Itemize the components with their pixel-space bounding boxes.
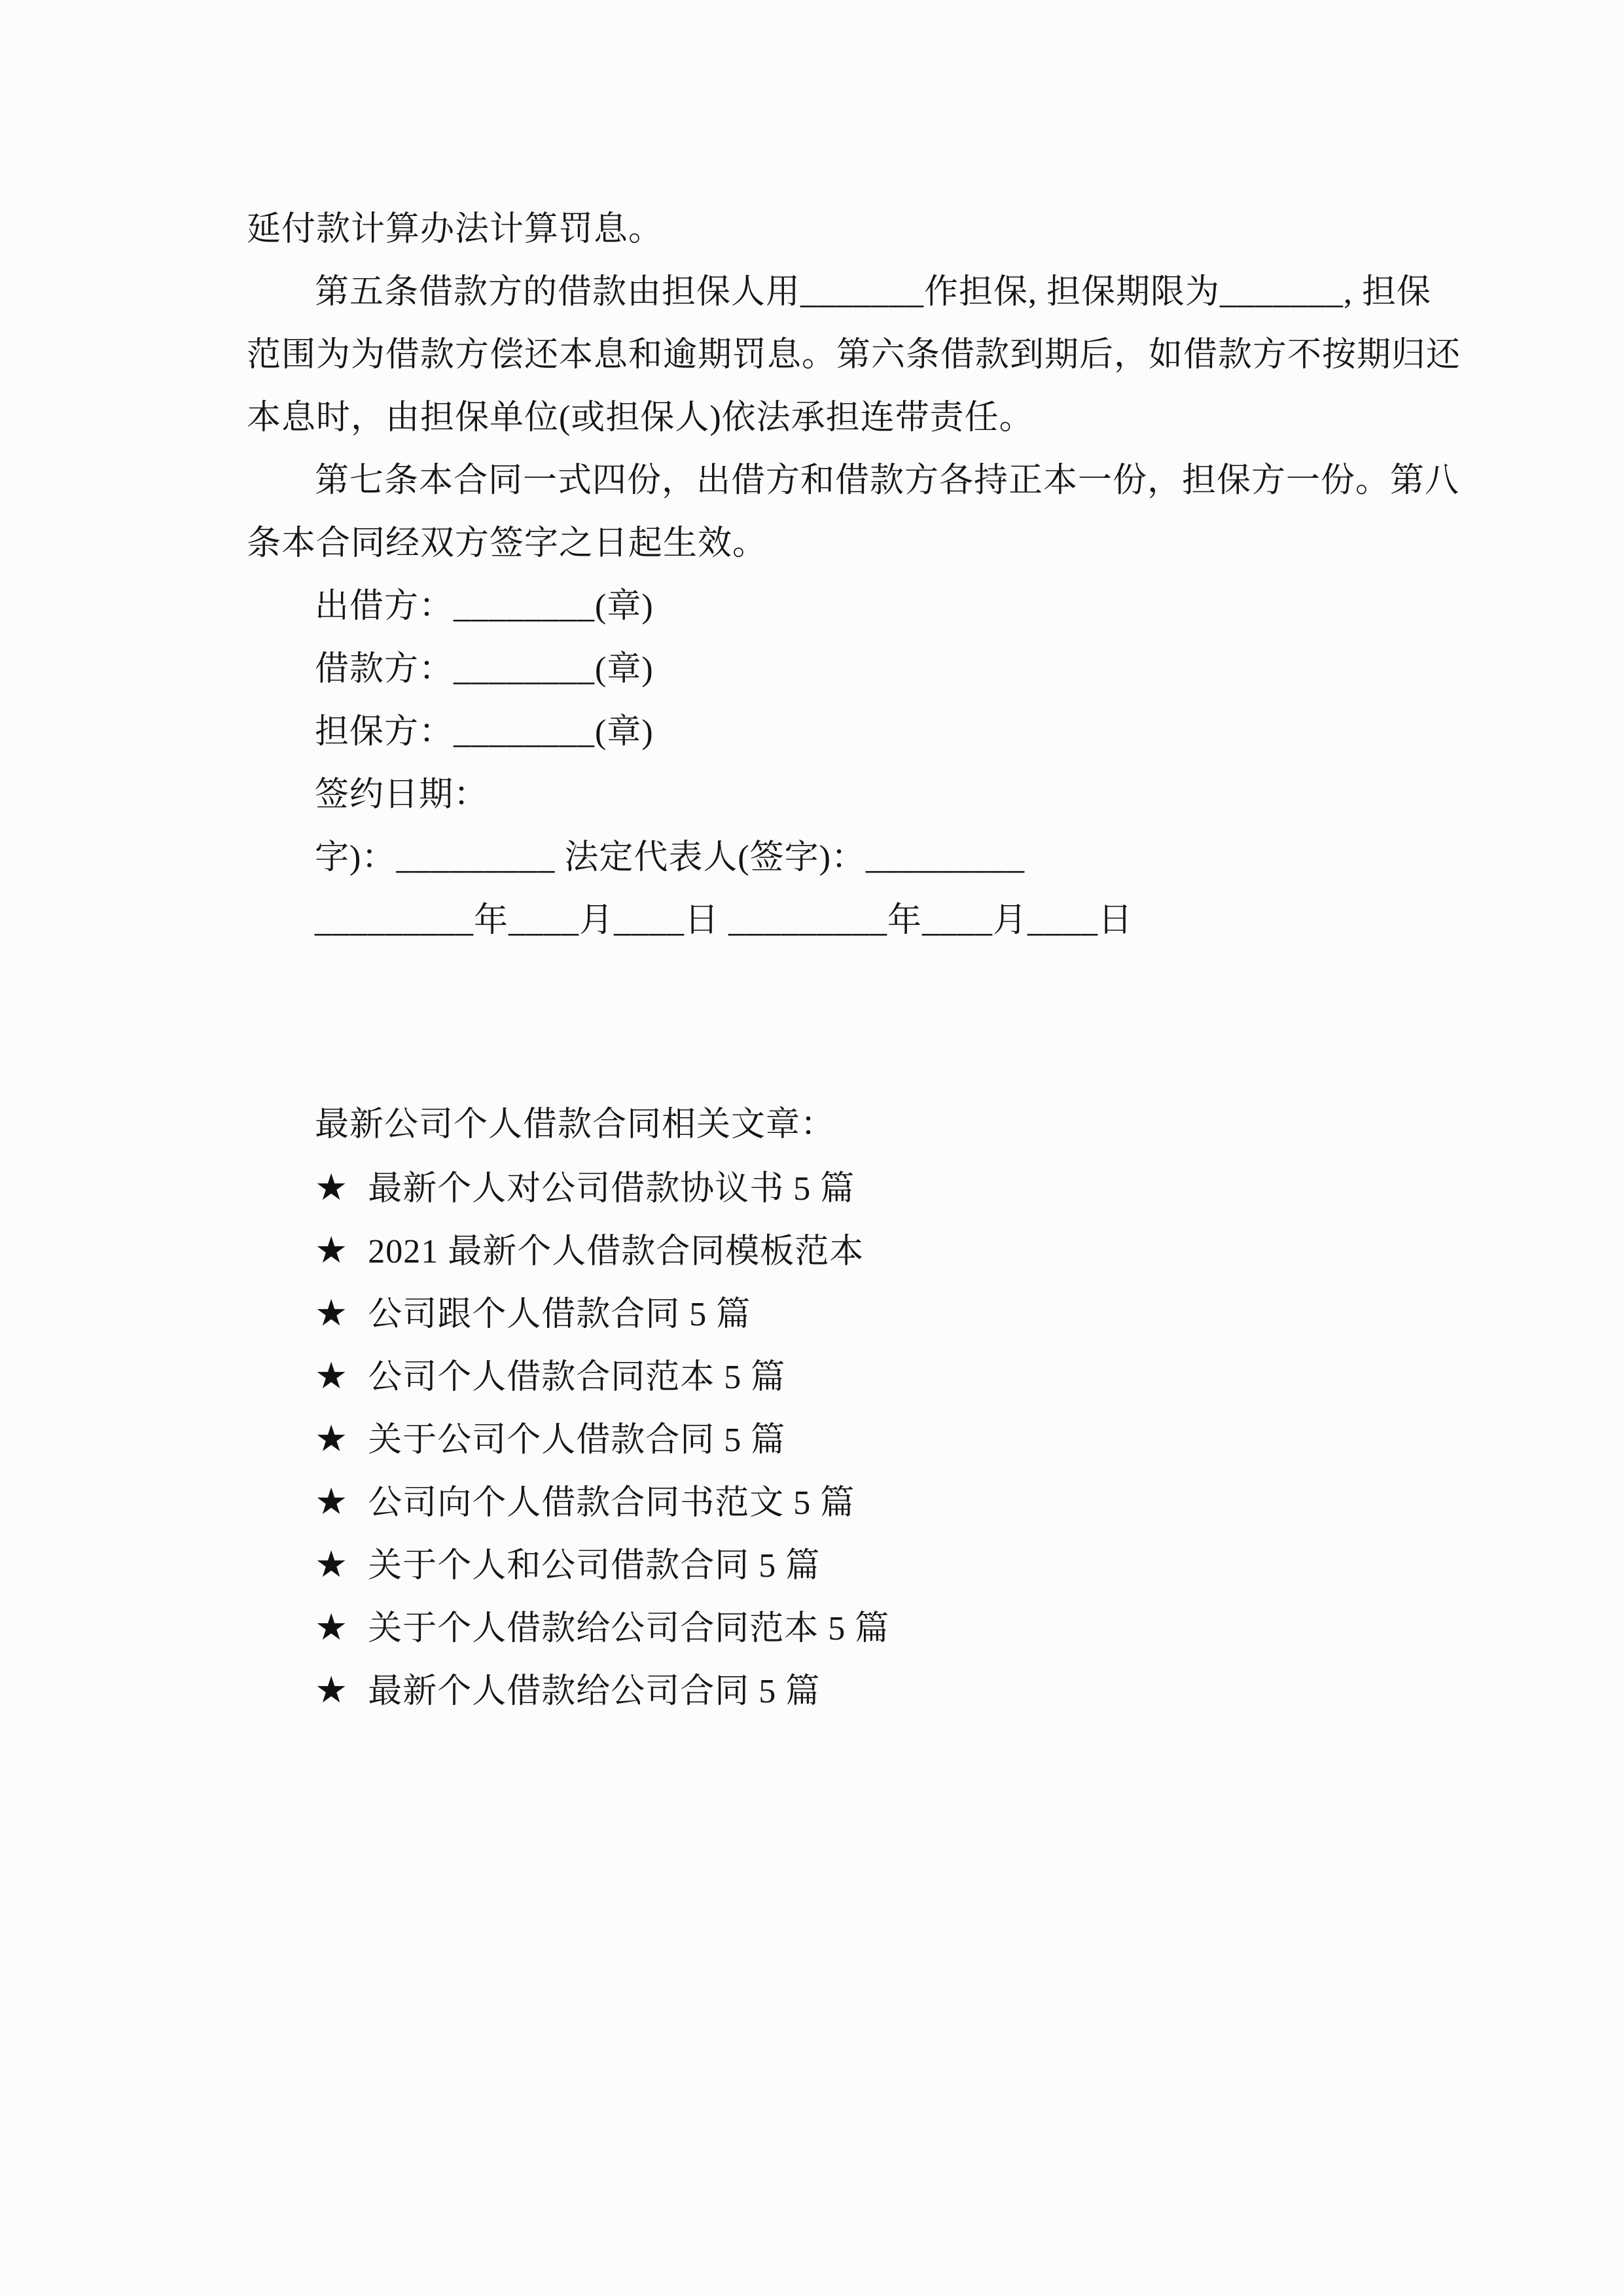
contract-line: 范围为为借款方偿还本息和逾期罚息。第六条借款到期后，如借款方不按期归还	[247, 336, 1461, 374]
guarantor-signature-line: 担保方：________(章)	[315, 713, 654, 751]
star-icon: ★	[315, 1356, 349, 1397]
contract-line-article-7: 第七条本合同一式四份，出借方和借款方各持正本一份，担保方一份。第八	[315, 462, 1460, 499]
related-article-item	[247, 1659, 1379, 1722]
signing-date-label: 签约日期：	[315, 776, 489, 814]
section-gap	[247, 952, 1379, 1094]
star-icon: ★	[315, 1482, 349, 1522]
related-article-item	[247, 1219, 1379, 1282]
related-article-item	[247, 1282, 1379, 1345]
star-icon: ★	[315, 1545, 349, 1585]
star-icon: ★	[315, 1293, 349, 1334]
contract-line-article-5: 第五条借款方的借款由担保人用_______作担保, 担保期限为_______, 担保	[315, 274, 1432, 311]
related-article-item	[247, 1345, 1379, 1408]
related-article-label: 公司跟个人借款合同 5 篇	[368, 1296, 751, 1333]
borrower-signature-line: 借款方：________(章)	[315, 651, 654, 688]
related-article-label: 公司个人借款合同范本 5 篇	[368, 1359, 786, 1396]
star-icon: ★	[315, 1670, 349, 1711]
related-article-item	[247, 1408, 1379, 1471]
date-blank-line: _________年____月____日 _________年____月____日	[315, 902, 1133, 939]
related-articles-title: 最新公司个人借款合同相关文章：	[315, 1106, 836, 1143]
related-article-item	[247, 1596, 1379, 1659]
related-article-label: 2021 最新个人借款合同模板范本	[368, 1233, 865, 1270]
related-article-label: 最新个人对公司借款协议书 5 篇	[368, 1170, 855, 1208]
document-content	[247, 198, 1461, 1722]
related-article-item	[247, 1471, 1379, 1534]
related-article-item	[247, 1157, 1379, 1219]
lender-signature-line: 出借方：________(章)	[315, 588, 654, 625]
related-article-label: 关于公司个人借款合同 5 篇	[368, 1422, 786, 1459]
contract-line: 延付款计算办法计算罚息。	[247, 211, 664, 248]
contract-line: 本息时，由担保单位(或担保人)依法承担连带责任。	[247, 399, 1034, 437]
related-article-label: 公司向个人借款合同书范文 5 篇	[368, 1484, 855, 1522]
related-article-label: 关于个人和公司借款合同 5 篇	[368, 1547, 821, 1585]
contract-line: 条本合同经双方签字之日起生效。	[247, 525, 768, 562]
star-icon: ★	[315, 1230, 349, 1271]
star-icon: ★	[315, 1168, 349, 1208]
related-article-label: 最新个人借款给公司合同 5 篇	[368, 1673, 821, 1710]
related-article-item	[247, 1534, 1379, 1596]
star-icon: ★	[315, 1419, 349, 1460]
legal-representative-signature-line: 字)：_________ 法定代表人(签字)：_________	[315, 839, 1025, 876]
related-article-label: 关于个人借款给公司合同范本 5 篇	[368, 1610, 890, 1647]
star-icon: ★	[315, 1607, 349, 1648]
